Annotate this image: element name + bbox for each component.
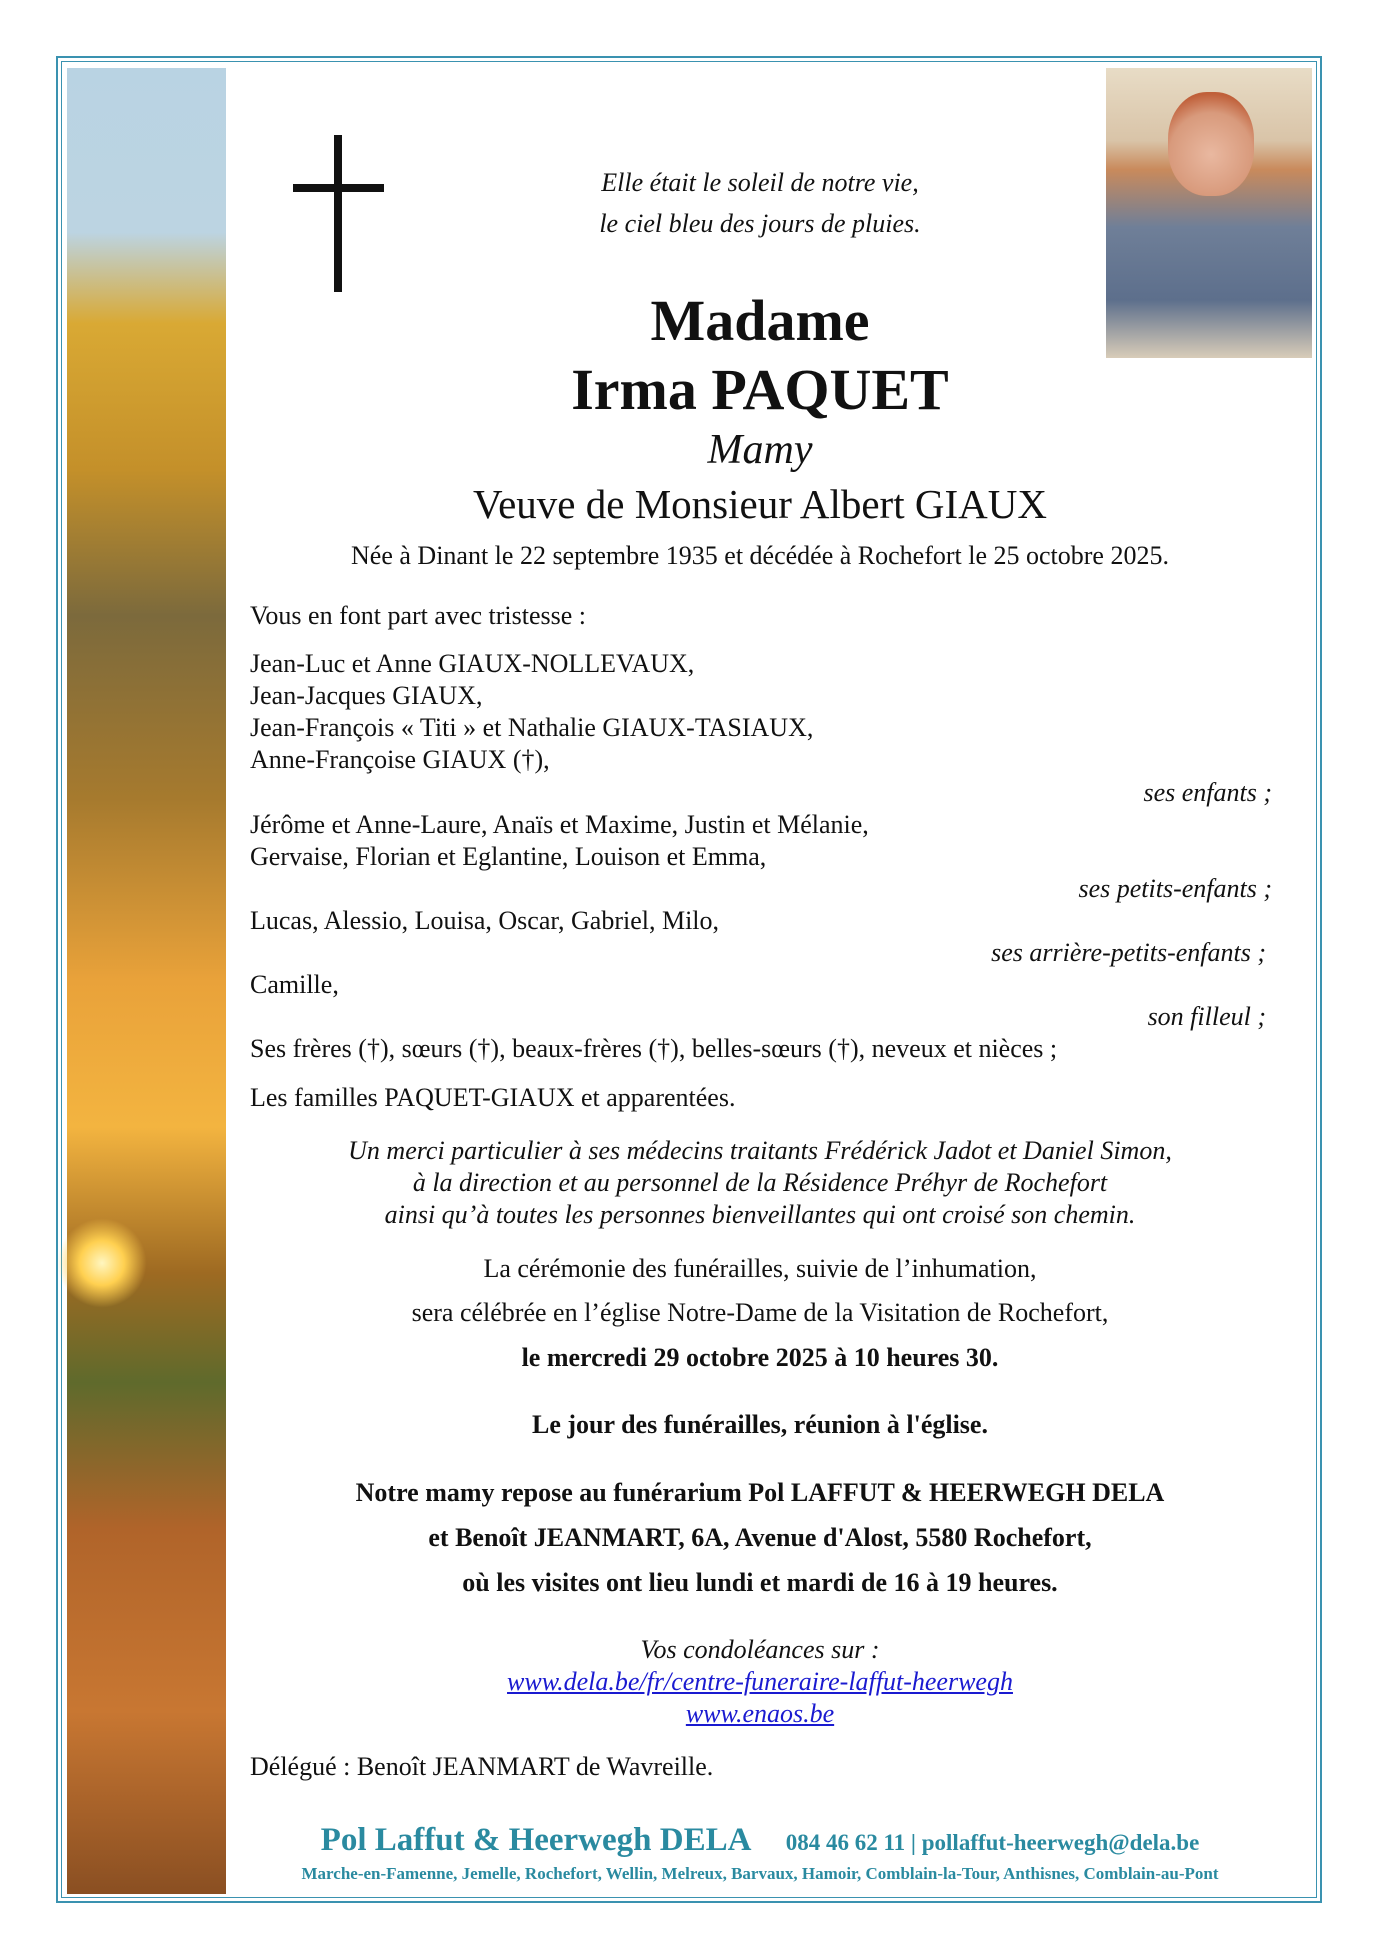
godson: Camille,	[250, 970, 339, 999]
rest-line: et Benoît JEANMART, 6A, Avenue d'Alost, 5580 Rochefort,	[428, 1523, 1092, 1552]
condolences-link-enaos[interactable]: www.enaos.be	[685, 1699, 835, 1728]
thanks-line: Un merci particulier à ses médecins traitants Frédérick Jadot et Daniel Simon,	[348, 1136, 1172, 1165]
condolences-link-dela[interactable]: www.dela.be/fr/centre-funeraire-laffut-heerwegh	[507, 1667, 1013, 1696]
families: Les familles PAQUET-GIAUX et apparentées.	[250, 1083, 736, 1112]
footer-brand-line	[250, 1822, 1270, 1859]
sunlight	[57, 1218, 147, 1308]
widow-of: Veuve de Monsieur Albert GIAUX	[473, 481, 1047, 527]
birth-death-dates: Née à Dinant le 22 septembre 1935 et décédée à Rochefort le 25 octobre 2025.	[351, 541, 1169, 570]
poem-line: le ciel bleu des jours de pluies.	[599, 209, 921, 238]
grandchildren-label: ses petits-enfants ;	[1078, 874, 1272, 903]
child: Anne-Françoise GIAUX (†),	[250, 745, 550, 774]
child: Jean-François « Titi » et Nathalie GIAUX-TASIAUX,	[250, 713, 814, 742]
delegate: Délégué : Benoît JEANMART de Wavreille.	[250, 1752, 714, 1781]
siblings: Ses frères (†), sœurs (†), beaux-frères (†), belles-sœurs (†), neveux et nièces ;	[250, 1034, 1058, 1063]
thanks-line: ainsi qu’à toutes les personnes bienveillantes qui ont croisé son chemin.	[384, 1200, 1136, 1229]
deceased-name: Irma PAQUET	[571, 357, 949, 422]
child: Jean-Jacques GIAUX,	[250, 681, 483, 710]
footer-locations: Marche-en-Famenne, Jemelle, Rochefort, Wellin, Melreux, Barvaux, Hamoir, Comblain-la-Tour, Anthisnes, Comblain-au-Pont	[301, 1864, 1219, 1883]
great-grandchildren: Lucas, Alessio, Louisa, Oscar, Gabriel, Milo,	[250, 906, 720, 935]
grandchildren: Gervaise, Florian et Eglantine, Louison et Emma,	[250, 842, 767, 871]
autumn-trees-photo	[67, 68, 226, 1894]
footer-brand: Pol Laffut & Heerwegh DELA	[320, 1822, 752, 1858]
ceremony-date: le mercredi 29 octobre 2025 à 10 heures 30.	[521, 1343, 999, 1372]
children-label: ses enfants ;	[1143, 778, 1272, 807]
footer-contact: 084 46 62 11 | pollaffut-heerwegh@dela.be	[785, 1830, 1200, 1855]
title: Madame	[650, 288, 870, 353]
ceremony-line: La cérémonie des funérailles, suivie de l’inhumation,	[483, 1254, 1037, 1283]
rest-line: où les visites ont lieu lundi et mardi de 16 à 19 heures.	[462, 1568, 1058, 1597]
rest-line: Notre mamy repose au funérarium Pol LAFFUT & HEERWEGH DELA	[355, 1478, 1165, 1507]
condolences-label: Vos condoléances sur :	[640, 1635, 880, 1664]
poem-line: Elle était le soleil de notre vie,	[601, 168, 919, 197]
nickname: Mamy	[707, 427, 813, 473]
ceremony-line: sera célébrée en l’église Notre-Dame de la Visitation de Rochefort,	[411, 1298, 1109, 1327]
thanks-line: à la direction et au personnel de la Résidence Préhyr de Rochefort	[412, 1168, 1108, 1197]
intro: Vous en font part avec tristesse :	[250, 601, 586, 630]
godson-label: son filleul ;	[1147, 1002, 1266, 1031]
child: Jean-Luc et Anne GIAUX-NOLLEVAUX,	[250, 649, 695, 678]
grandchildren: Jérôme et Anne-Laure, Anaïs et Maxime, Justin et Mélanie,	[250, 810, 869, 839]
meeting-info: Le jour des funérailles, réunion à l'église.	[532, 1410, 988, 1439]
great-grandchildren-label: ses arrière-petits-enfants ;	[991, 938, 1266, 967]
